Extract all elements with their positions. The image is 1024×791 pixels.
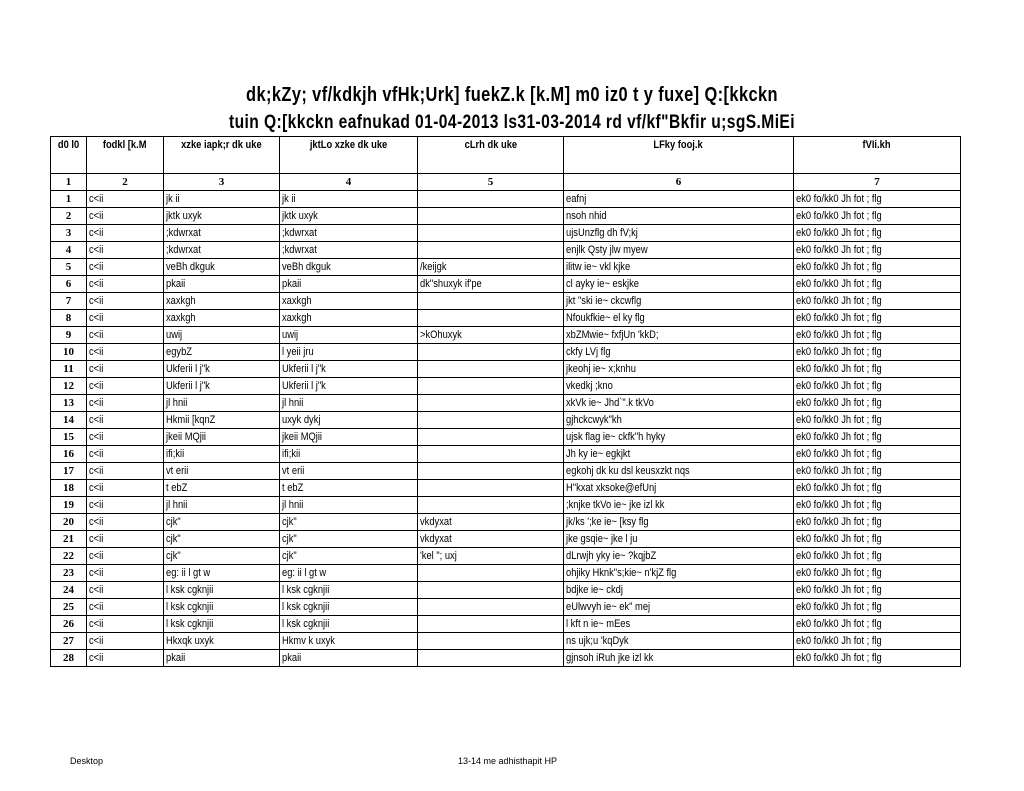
location-cell: gjnsoh iRuh jke izl kk [564,650,794,667]
block-cell: c<ii [87,242,164,259]
serial-cell: 6 [51,276,87,293]
serial-cell: 9 [51,327,87,344]
location-cell: ns ujk;u 'kqDyk [564,633,794,650]
panchayat-cell: l ksk cgknjii [164,616,280,633]
header-row [51,137,961,174]
village-cell: cjk" [280,531,418,548]
panchayat-cell: pkaii [164,276,280,293]
panchayat-cell: vt erii [164,463,280,480]
village-cell: Ukferii l j"k [280,378,418,395]
location-cell: dLrwjh yky ie~ ?kqjbZ [564,548,794,565]
village-cell: cjk" [280,514,418,531]
village-cell: Ukferii l j"k [280,361,418,378]
panchayat-cell: cjk" [164,548,280,565]
block-cell: c<ii [87,650,164,667]
basti-cell [418,378,564,395]
block-cell: c<ii [87,633,164,650]
panchayat-cell: ifi;kii [164,446,280,463]
document-title: dk;kZy; vf/kdkjh vfHk;Urk] fuekZ.k [k.M] m0 iz0 t y fuxe] Q:[kkckn [246,84,778,106]
block-cell: c<ii [87,344,164,361]
serial-cell: 12 [51,378,87,395]
panchayat-cell: jl hnii [164,497,280,514]
panchayat-cell: pkaii [164,650,280,667]
block-cell: c<ii [87,310,164,327]
serial-cell: 7 [51,293,87,310]
village-cell: veBh dkguk [280,259,418,276]
serial-cell: 26 [51,616,87,633]
column-number: 1 [51,174,87,191]
block-cell: c<ii [87,293,164,310]
remark-cell: ek0 fo/kk0 Jh fot ; flg [794,361,961,378]
location-cell: ujsk flag ie~ ckfk"h hyky [564,429,794,446]
serial-cell: 28 [51,650,87,667]
remark-cell: ek0 fo/kk0 Jh fot ; flg [794,293,961,310]
block-cell: c<ii [87,514,164,531]
table-row [51,225,961,242]
village-cell: uxyk dykj [280,412,418,429]
block-cell: c<ii [87,412,164,429]
serial-cell: 4 [51,242,87,259]
village-cell: xaxkgh [280,310,418,327]
remark-cell: ek0 fo/kk0 Jh fot ; flg [794,259,961,276]
table-row [51,344,961,361]
block-cell: c<ii [87,361,164,378]
serial-cell: 10 [51,344,87,361]
serial-cell: 14 [51,412,87,429]
panchayat-cell: Ukferii l j"k [164,361,280,378]
remark-cell: ek0 fo/kk0 Jh fot ; flg [794,242,961,259]
serial-cell: 21 [51,531,87,548]
remark-cell: ek0 fo/kk0 Jh fot ; flg [794,463,961,480]
remark-cell: ek0 fo/kk0 Jh fot ; flg [794,650,961,667]
location-cell: ckfy LVj flg [564,344,794,361]
table-row [51,599,961,616]
panchayat-cell: xaxkgh [164,293,280,310]
village-cell: cjk" [280,548,418,565]
table-row [51,480,961,497]
village-cell: t ebZ [280,480,418,497]
block-cell: c<ii [87,276,164,293]
panchayat-cell: Hkxqk uxyk [164,633,280,650]
remark-cell: ek0 fo/kk0 Jh fot ; flg [794,633,961,650]
basti-cell: vkdyxat [418,531,564,548]
basti-cell [418,616,564,633]
village-cell: pkaii [280,276,418,293]
remark-cell: ek0 fo/kk0 Jh fot ; flg [794,582,961,599]
serial-cell: 5 [51,259,87,276]
block-cell: c<ii [87,395,164,412]
table-row [51,463,961,480]
panchayat-cell: l ksk cgknjii [164,582,280,599]
footer-center: 13-14 me adhisthapit HP [458,756,558,766]
basti-cell: vkdyxat [418,514,564,531]
village-cell: xaxkgh [280,293,418,310]
remark-cell: ek0 fo/kk0 Jh fot ; flg [794,531,961,548]
village-cell: l ksk cgknjii [280,616,418,633]
block-cell: c<ii [87,599,164,616]
header-remark: fVIi.kh [794,137,961,174]
serial-cell: 23 [51,565,87,582]
remark-cell: ek0 fo/kk0 Jh fot ; flg [794,565,961,582]
village-cell: uwij [280,327,418,344]
location-cell: egkohj dk ku dsl keusxzkt nqs [564,463,794,480]
panchayat-cell: cjk" [164,514,280,531]
panchayat-cell: eg: ii l gt w [164,565,280,582]
table-row [51,412,961,429]
table-row [51,395,961,412]
panchayat-cell: jk ii [164,191,280,208]
basti-cell: dk"shuxyk if'pe [418,276,564,293]
village-cell: l ksk cgknjii [280,599,418,616]
basti-cell [418,650,564,667]
village-cell: jl hnii [280,395,418,412]
serial-cell: 11 [51,361,87,378]
block-cell: c<ii [87,616,164,633]
serial-cell: 20 [51,514,87,531]
header-block: fodkl [k.M [87,137,164,174]
basti-cell [418,599,564,616]
village-cell: jktk uxyk [280,208,418,225]
table-row [51,242,961,259]
column-number: 7 [794,174,961,191]
remark-cell: ek0 fo/kk0 Jh fot ; flg [794,599,961,616]
table-row [51,378,961,395]
remark-cell: ek0 fo/kk0 Jh fot ; flg [794,344,961,361]
basti-cell [418,429,564,446]
block-cell: c<ii [87,582,164,599]
table-row [51,276,961,293]
table-body [51,191,961,667]
panchayat-cell: t ebZ [164,480,280,497]
serial-cell: 25 [51,599,87,616]
column-number-row [51,174,961,191]
panchayat-cell: Ukferii l j"k [164,378,280,395]
remark-cell: ek0 fo/kk0 Jh fot ; flg [794,514,961,531]
table-row [51,429,961,446]
village-cell: eg: ii l gt w [280,565,418,582]
location-cell: gjhckcwyk"kh [564,412,794,429]
location-cell: eUlwvyh ie~ ek" mej [564,599,794,616]
block-cell: c<ii [87,565,164,582]
village-cell: l yeii jru [280,344,418,361]
remark-cell: ek0 fo/kk0 Jh fot ; flg [794,412,961,429]
footer-left: Desktop [70,756,104,766]
remark-cell: ek0 fo/kk0 Jh fot ; flg [794,327,961,344]
location-cell: ;knjke tkVo ie~ jke izl kk [564,497,794,514]
panchayat-cell: jktk uxyk [164,208,280,225]
table-row [51,191,961,208]
location-cell: jkt "ski ie~ ckcwflg [564,293,794,310]
table-row [51,310,961,327]
header-basti: cLrh dk uke [418,137,564,174]
village-cell: l ksk cgknjii [280,582,418,599]
location-cell: eafnj [564,191,794,208]
basti-cell [418,480,564,497]
panchayat-cell: l ksk cgknjii [164,599,280,616]
column-number: 6 [564,174,794,191]
remark-cell: ek0 fo/kk0 Jh fot ; flg [794,548,961,565]
panchayat-cell: Hkmii [kqnZ [164,412,280,429]
basti-cell [418,565,564,582]
serial-cell: 13 [51,395,87,412]
remark-cell: ek0 fo/kk0 Jh fot ; flg [794,276,961,293]
block-cell: c<ii [87,531,164,548]
location-cell: ilitw ie~ vkl kjke [564,259,794,276]
panchayat-cell: cjk" [164,531,280,548]
block-cell: c<ii [87,446,164,463]
remark-cell: ek0 fo/kk0 Jh fot ; flg [794,429,961,446]
basti-cell [418,293,564,310]
table-row [51,446,961,463]
village-cell: jl hnii [280,497,418,514]
table-row [51,208,961,225]
block-cell: c<ii [87,497,164,514]
basti-cell [418,242,564,259]
table-row [51,582,961,599]
serial-cell: 27 [51,633,87,650]
basti-cell [418,225,564,242]
basti-cell [418,208,564,225]
basti-cell: /keijgk [418,259,564,276]
panchayat-cell: xaxkgh [164,310,280,327]
village-cell: ;kdwrxat [280,242,418,259]
location-cell: jke gsqie~ jke l ju [564,531,794,548]
location-cell: Jh ky ie~ egkjkt [564,446,794,463]
location-cell: l kft n ie~ mEes [564,616,794,633]
location-cell: H"kxat xksoke@efUnj [564,480,794,497]
remark-cell: ek0 fo/kk0 Jh fot ; flg [794,616,961,633]
location-cell: xkVk ie~ Jhd`".k tkVo [564,395,794,412]
basti-cell: 'kel "; uxj [418,548,564,565]
basti-cell [418,344,564,361]
remark-cell: ek0 fo/kk0 Jh fot ; flg [794,395,961,412]
remark-cell: ek0 fo/kk0 Jh fot ; flg [794,191,961,208]
location-cell: bdjke ie~ ckdj [564,582,794,599]
document-subtitle: tuin Q:[kkckn eafnukad 01-04-2013 ls31-03-2014 rd vf/kf"Bkfir u;sgS.MiEi [229,112,795,133]
header-serial: d0 l0 [51,137,87,174]
location-cell: ohjiky Hknk"s;kie~ n'kjZ flg [564,565,794,582]
column-number: 5 [418,174,564,191]
block-cell: c<ii [87,327,164,344]
block-cell: c<ii [87,548,164,565]
serial-cell: 16 [51,446,87,463]
remark-cell: ek0 fo/kk0 Jh fot ; flg [794,378,961,395]
panchayat-cell: egybZ [164,344,280,361]
serial-cell: 24 [51,582,87,599]
village-cell: jk ii [280,191,418,208]
block-cell: c<ii [87,480,164,497]
village-cell: ;kdwrxat [280,225,418,242]
location-cell: xbZMwie~ fxfjUn 'kkD; [564,327,794,344]
village-cell: vt erii [280,463,418,480]
panchayat-cell: jkeii MQjii [164,429,280,446]
village-cell: jkeii MQjii [280,429,418,446]
header-village: jktLo xzke dk uke [280,137,418,174]
remark-cell: ek0 fo/kk0 Jh fot ; flg [794,208,961,225]
basti-cell [418,446,564,463]
serial-cell: 2 [51,208,87,225]
block-cell: c<ii [87,378,164,395]
village-cell: Hkmv k uxyk [280,633,418,650]
column-number: 4 [280,174,418,191]
block-cell: c<ii [87,463,164,480]
location-cell: jk/ks ';ke ie~ [ksy flg [564,514,794,531]
serial-cell: 8 [51,310,87,327]
block-cell: c<ii [87,225,164,242]
panchayat-cell: jl hnii [164,395,280,412]
panchayat-cell: ;kdwrxat [164,242,280,259]
serial-cell: 19 [51,497,87,514]
basti-cell: >kOhuxyk [418,327,564,344]
header-location: LFky fooj.k [564,137,794,174]
remark-cell: ek0 fo/kk0 Jh fot ; flg [794,225,961,242]
column-number: 2 [87,174,164,191]
table-row [51,293,961,310]
table-row [51,514,961,531]
location-cell: nsoh nhid [564,208,794,225]
serial-cell: 22 [51,548,87,565]
remark-cell: ek0 fo/kk0 Jh fot ; flg [794,497,961,514]
location-cell: jkeohj ie~ x;knhu [564,361,794,378]
column-number: 3 [164,174,280,191]
basti-cell [418,361,564,378]
remark-cell: ek0 fo/kk0 Jh fot ; flg [794,480,961,497]
location-cell: Nfoukfkie~ el ky flg [564,310,794,327]
table-row [51,497,961,514]
village-cell: ifi;kii [280,446,418,463]
location-cell: vkedkj ;kno [564,378,794,395]
panchayat-cell: uwij [164,327,280,344]
serial-cell: 1 [51,191,87,208]
table-row [51,548,961,565]
block-cell: c<ii [87,429,164,446]
block-cell: c<ii [87,191,164,208]
panchayat-cell: ;kdwrxat [164,225,280,242]
basti-cell [418,463,564,480]
table-row [51,259,961,276]
table-row [51,616,961,633]
location-cell: ujsUnzflg dh fV;kj [564,225,794,242]
location-cell: enjlk Qsty jlw myew [564,242,794,259]
block-cell: c<ii [87,208,164,225]
remark-cell: ek0 fo/kk0 Jh fot ; flg [794,446,961,463]
location-cell: cl ayky ie~ eskjke [564,276,794,293]
basti-cell [418,412,564,429]
serial-cell: 3 [51,225,87,242]
serial-cell: 18 [51,480,87,497]
table-row [51,650,961,667]
basti-cell [418,191,564,208]
basti-cell [418,633,564,650]
table-row [51,361,961,378]
village-cell: pkaii [280,650,418,667]
table-row [51,327,961,344]
header-panchayat: xzke iapk;r dk uke [164,137,280,174]
serial-cell: 17 [51,463,87,480]
basti-cell [418,395,564,412]
basti-cell [418,582,564,599]
table-row [51,565,961,582]
basti-cell [418,310,564,327]
basti-cell [418,497,564,514]
table-row [51,531,961,548]
panchayat-cell: veBh dkguk [164,259,280,276]
table-row [51,633,961,650]
handpump-register-table [50,136,961,667]
block-cell: c<ii [87,259,164,276]
remark-cell: ek0 fo/kk0 Jh fot ; flg [794,310,961,327]
serial-cell: 15 [51,429,87,446]
